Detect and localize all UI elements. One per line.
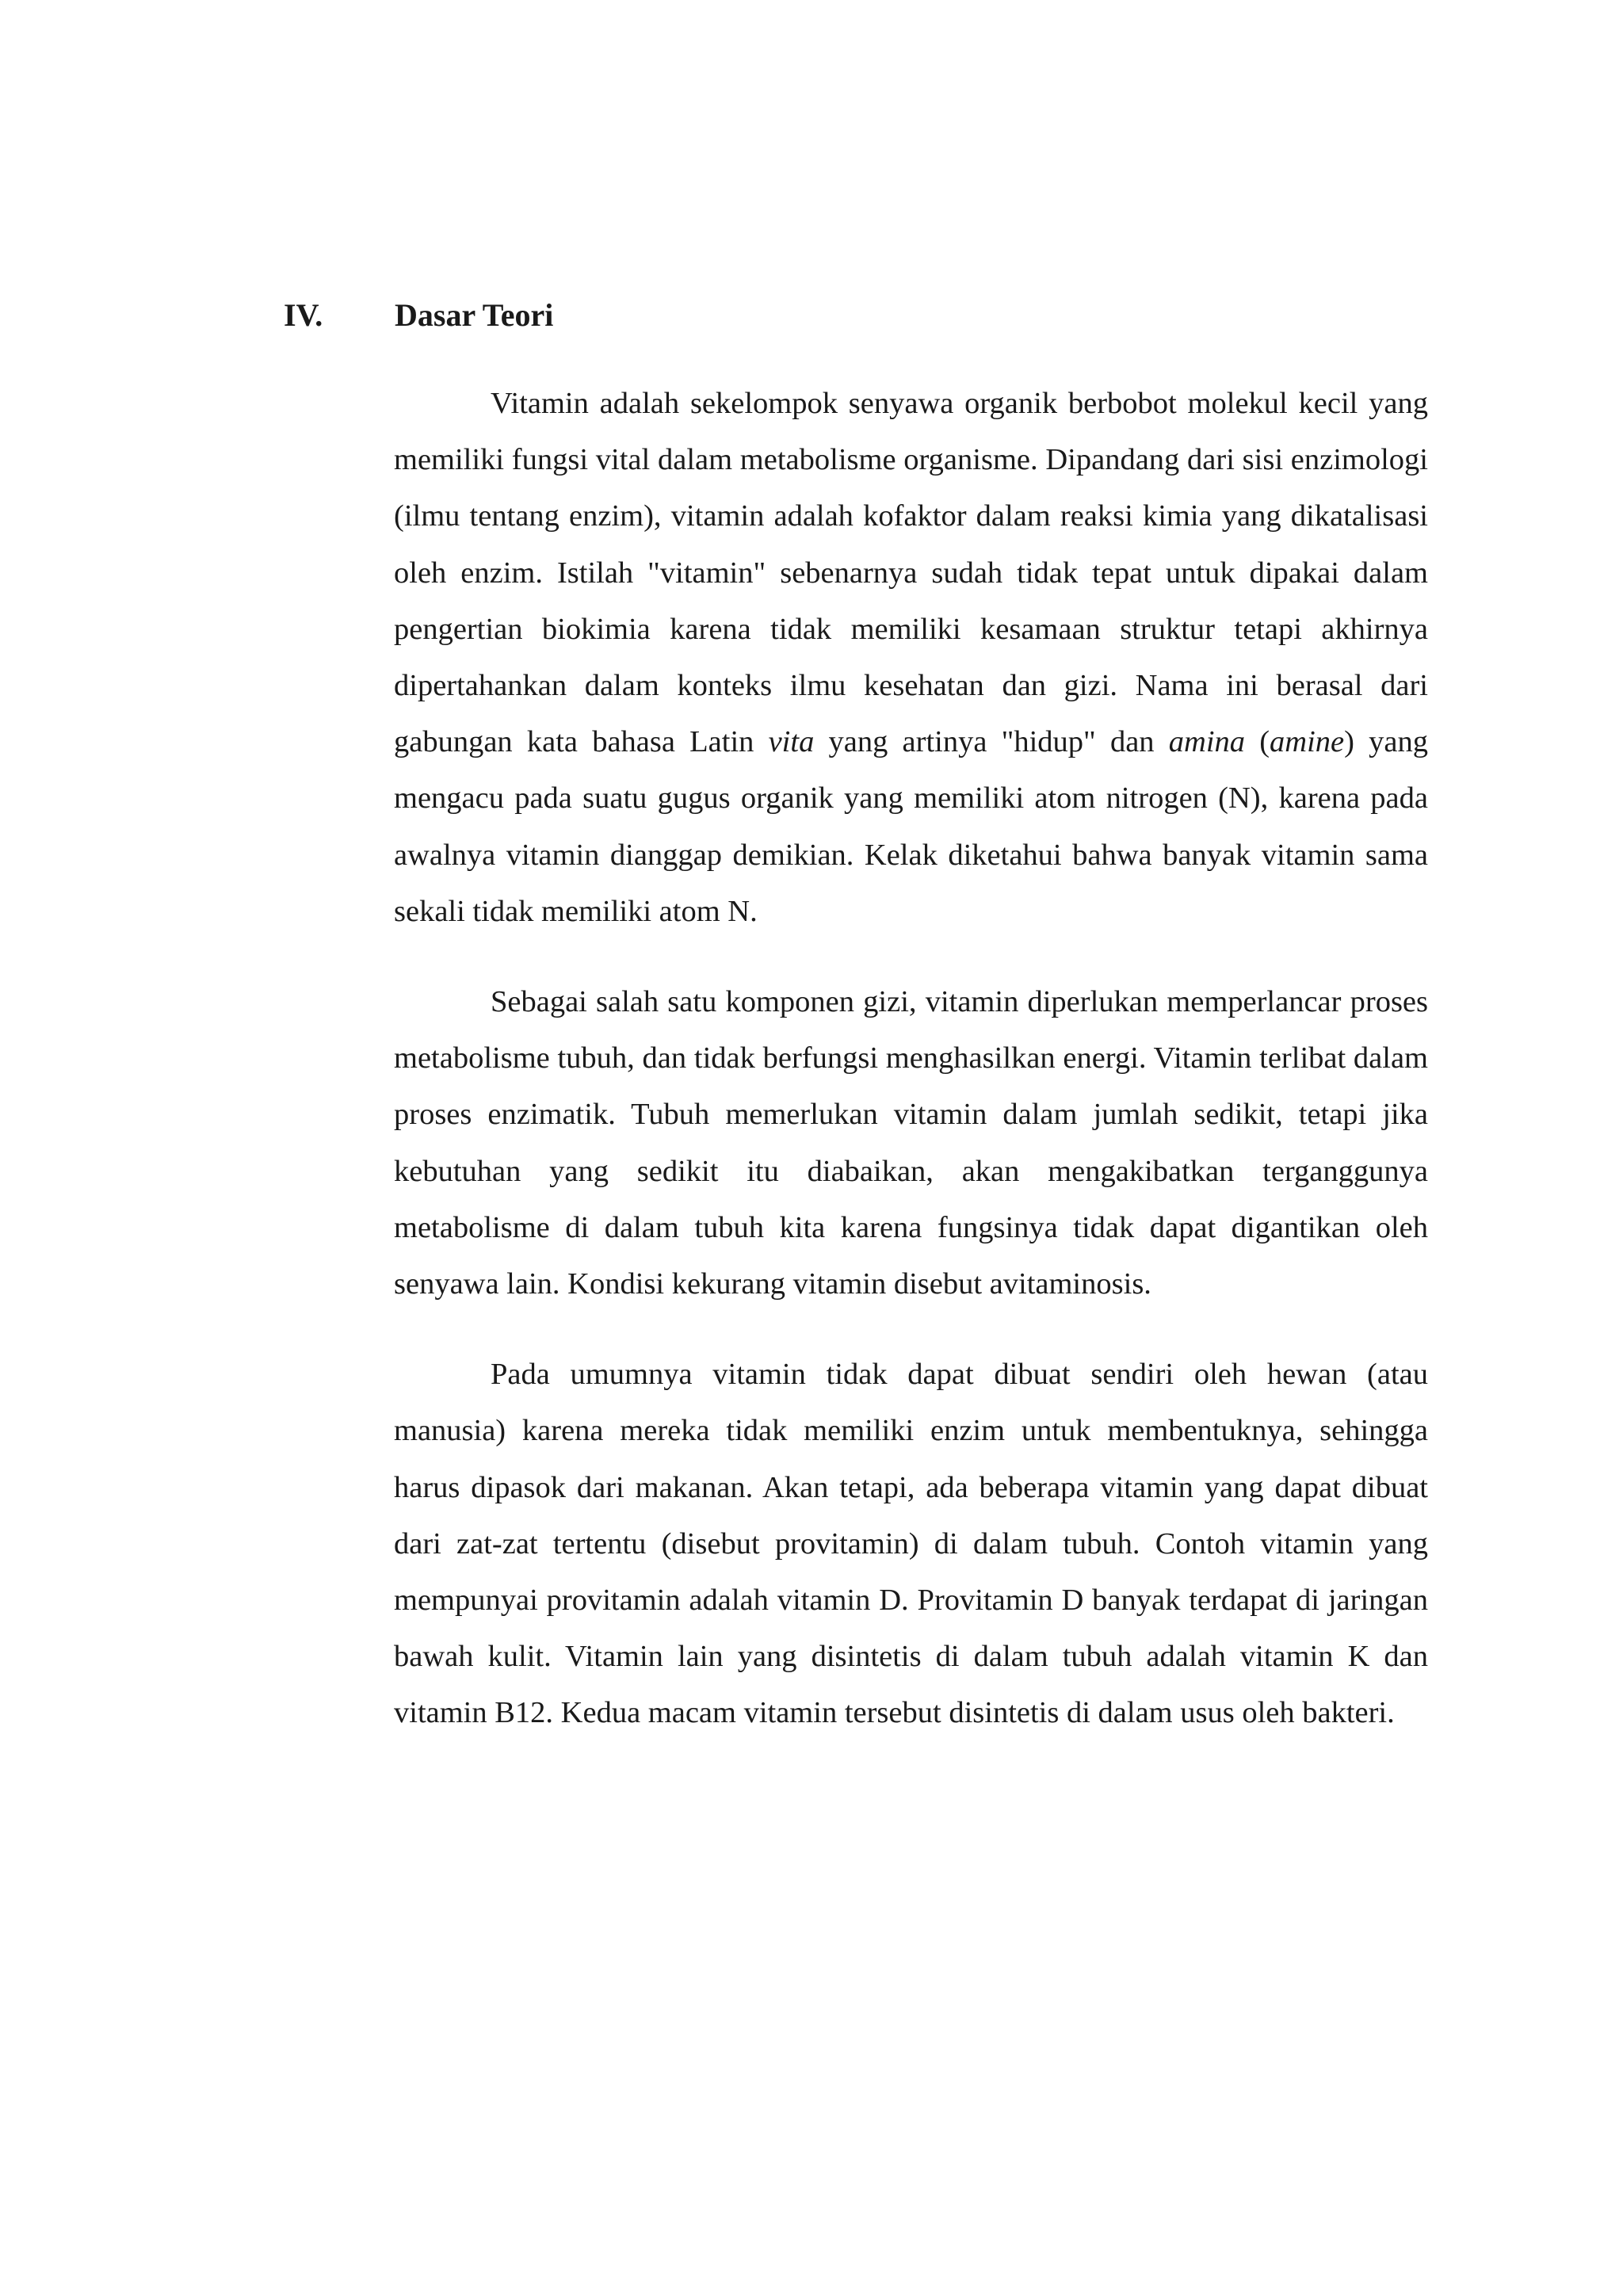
section-number: IV. (284, 297, 323, 333)
term-vita: vita (768, 725, 815, 759)
term-amine: amine (1270, 725, 1345, 759)
term-amina: amina (1168, 725, 1246, 759)
paragraph-1-text-a: Vitamin adalah sekelompok senyawa organik berbobot molekul kecil yang memiliki fungsi vital dalam metabolisme organisme. Dipandang dari sisi enzimologi (ilmu tentang enzim), vitamin adalah kofaktor dalam reaksi kimia yang dikatalisasi oleh enzim. Istilah "vitamin" sebenarnya sudah tidak tepat untuk dipakai dalam pengertian biokimia karena tidak memiliki kesamaan struktur tetapi akhirnya dipertahankan dalam konteks ilmu kesehatan dan gizi. Nama ini berasal dari gabungan kata bahasa Latin (394, 387, 1428, 759)
paragraph-1 (394, 376, 1428, 940)
paragraph-2: Sebagai salah satu komponen gizi, vitamin diperlukan memperlancar proses metabolisme tubuh, dan tidak berfungsi menghasilkan energi. Vitamin terlibat dalam proses enzimatik. Tubuh memerlukan vitamin dalam jumlah sedikit, tetapi jika kebutuhan yang sedikit itu diabaikan, akan mengakibatkan terganggunya metabolisme di dalam tubuh kita karena fungsinya tidak dapat digantikan oleh senyawa lain. Kondisi kekurang vitamin disebut avitaminosis. (394, 985, 1428, 1301)
paragraph-3: Pada umumnya vitamin tidak dapat dibuat sendiri oleh hewan (atau manusia) karena mereka tidak memiliki enzim untuk membentuknya, sehingga harus dipasok dari makanan. Akan tetapi, ada beberapa vitamin yang dapat dibuat dari zat-zat tertentu (disebut provitamin) di dalam tubuh. Contoh vitamin yang mempunyai provitamin adalah vitamin D. Provitamin D banyak terdapat di jaringan bawah kulit. Vitamin lain yang disintetis di dalam tubuh adalah vitamin K dan vitamin B12. Kedua macam vitamin tersebut disintetis di dalam usus oleh bakteri. (394, 1358, 1428, 1730)
section-title: Dasar Teori (395, 297, 554, 333)
section-body (394, 376, 1428, 1742)
section-heading (284, 292, 553, 339)
paragraph-1-text-d: ) yang mengacu pada suatu gugus organik yang memiliki atom nitrogen (N), karena pada awalnya vitamin dianggap demikian. Kelak diketahui bahwa banyak vitamin sama sekali tidak memiliki atom N. (394, 725, 1428, 928)
paragraph-1-text-c: ( (1245, 725, 1270, 759)
paragraph-1-text-b: yang artinya "hidup" dan (814, 725, 1169, 759)
